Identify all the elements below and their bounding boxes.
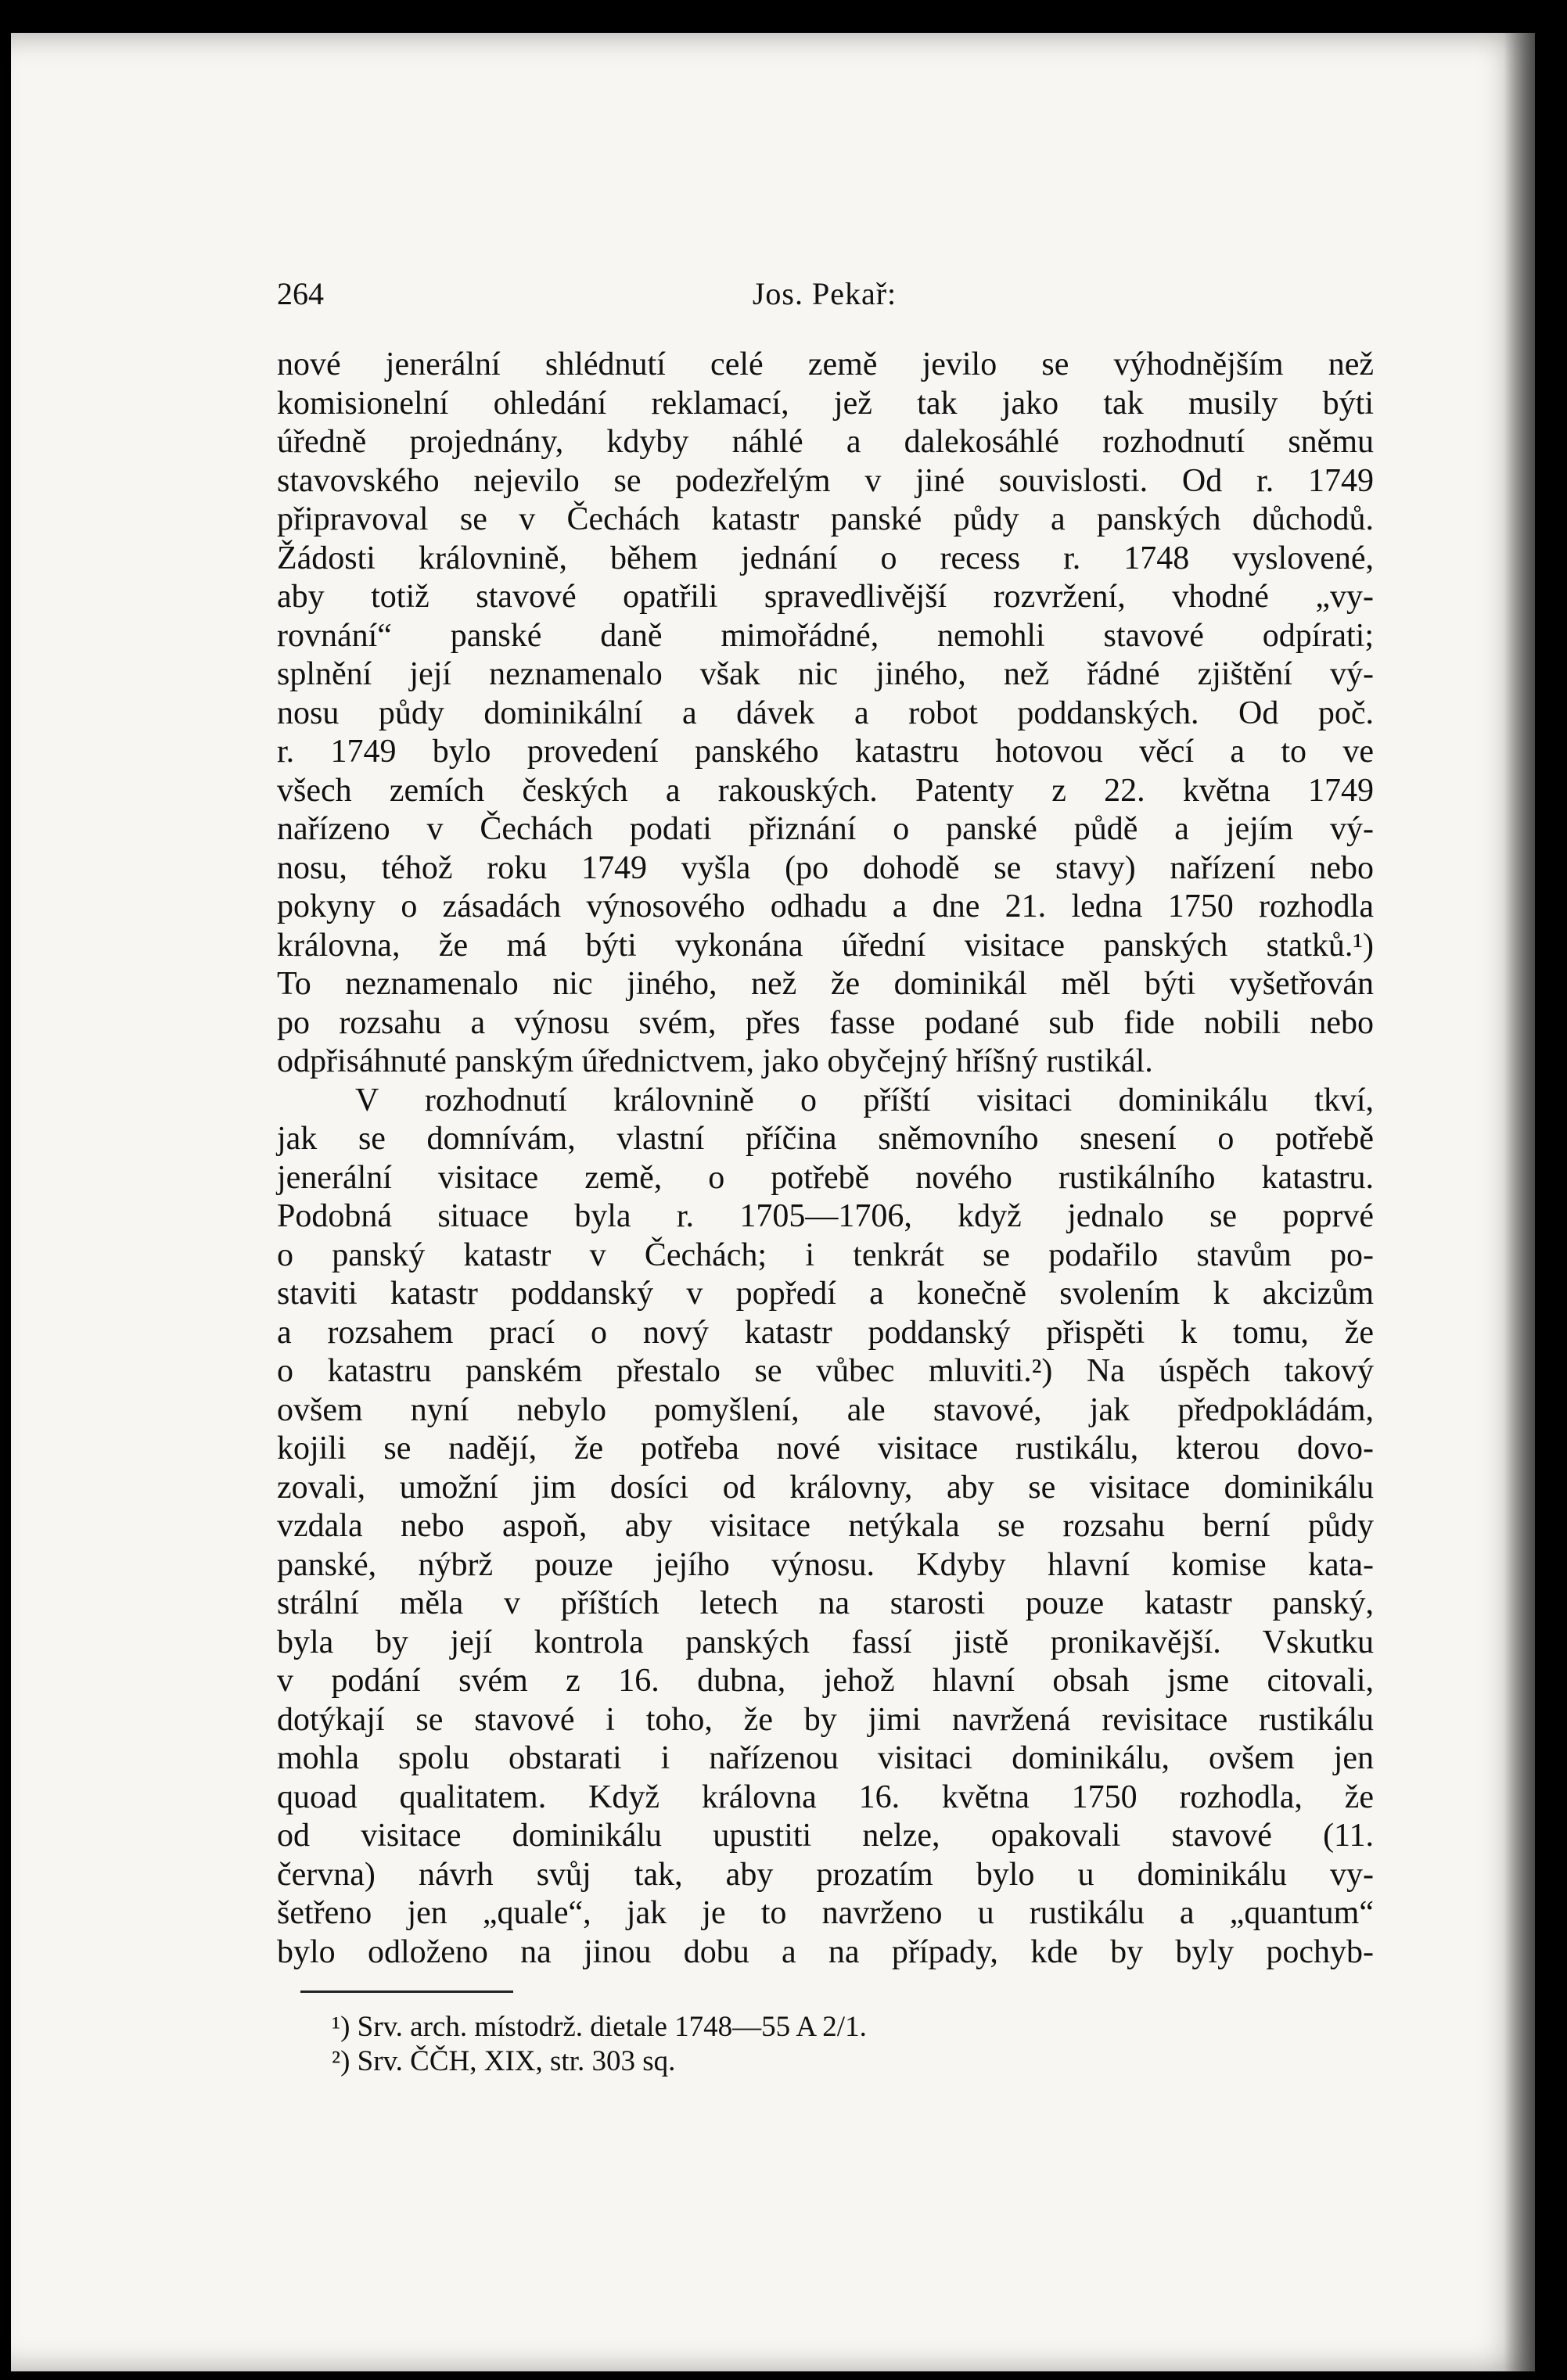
page-number: 264 [277, 276, 324, 311]
text-line: panské, nýbrž pouze jejího výnosu. Kdyby hlavní komise kata- [277, 1546, 1374, 1583]
text-line: jenerální visitace země, o potřebě nového rustikálního katastru. [277, 1159, 1374, 1196]
text-line: V rozhodnutí královnině o příští visitaci dominikálu tkví, [355, 1082, 1374, 1118]
text-line: nosu, téhož roku 1749 vyšla (po dohodě se stavy) nařízení nebo [277, 849, 1374, 886]
text-line: kojili se nadějí, že potřeba nové visitace rustikálu, kterou dovo- [277, 1431, 1374, 1466]
text-line: Podobná situace byla r. 1705—1706, když jednalo se poprvé [277, 1198, 1374, 1234]
text-line: po rozsahu a výnosu svém, přes fasse podané sub fide nobili nebo [277, 1004, 1374, 1041]
text-line: jak se domnívám, vlastní příčina sněmovního snesení o potřebě [277, 1121, 1374, 1157]
page-edge-shadow [1504, 33, 1535, 2371]
text-line: byla by její kontrola panských fassí jistě pronikavější. Vskutku [277, 1624, 1374, 1660]
text-line: úředně projednány, kdyby náhlé a dalekosáhlé rozhodnutí sněmu [277, 424, 1374, 460]
text-line: nosu půdy dominikální a dávek a robot poddanských. Od poč. [277, 695, 1374, 731]
text-line: staviti katastr poddanský v popředí a konečně svolením k akcizům [277, 1276, 1374, 1312]
footnote: ¹) Srv. arch. místodrž. dietale 1748—55 A 2/1. [332, 2011, 867, 2043]
text-line: Žádosti královnině, během jednání o recess r. 1748 vyslovené, [277, 540, 1374, 576]
footnote: ²) Srv. ČČH, XIX, str. 303 sq. [332, 2045, 676, 2077]
body-text [277, 346, 1374, 1972]
text-line: splnění její neznamenalo však nic jiného, než řádné zjištění vý- [277, 656, 1374, 692]
text-line: šetřeno jen „quale“, jak je to navrženo u rustikálu a „quantum“ [277, 1895, 1374, 1931]
text-line: od visitace dominikálu upustiti nelze, opakovali stavové (11. [277, 1818, 1374, 1854]
text-line: odpřisáhnuté panským úřednictvem, jako obyčejný hříšný rustikál. [277, 1043, 1153, 1079]
text-line: komisionelní ohledání reklamací, jež tak jako tak musily býti [277, 385, 1374, 422]
text-line: bylo odloženo na jinou dobu a na případy, kde by byly pochyb- [277, 1933, 1374, 1970]
text-line: připravoval se v Čechách katastr panské půdy a panských důchodů. [277, 501, 1374, 537]
text-line: o katastru panském přestalo se vůbec mluviti.²) Na úspěch takový [277, 1353, 1374, 1389]
text-line: r. 1749 bylo provedení panského katastru hotovou věcí a to ve [277, 734, 1374, 770]
text-line: vzdala nebo aspoň, aby visitace netýkala se rozsahu berní půdy [277, 1508, 1374, 1544]
text-line: strální měla v příštích letech na starosti pouze katastr panský, [277, 1585, 1374, 1621]
text-line: To neznamenalo nic jiného, než že dominikál měl býti vyšetřován [277, 966, 1374, 1002]
text-line: dotýkají se stavové i toho, že by jimi navržená revisitace rustikálu [277, 1701, 1374, 1738]
text-line: stavovského nejevilo se podezřelým v jiné souvislosti. Od r. 1749 [277, 462, 1374, 499]
running-head: Jos. Pekař: [752, 276, 897, 311]
text-line: zovali, umožní jim dosíci od královny, aby se visitace dominikálu [277, 1469, 1374, 1506]
text-line: mohla spolu obstarati i nařízenou visitaci dominikálu, ovšem jen [277, 1740, 1374, 1776]
text-line: ovšem nyní nebylo pomyšlení, ale stavové, jak předpokládám, [277, 1391, 1374, 1428]
footnotes [332, 2010, 1270, 2079]
text-line: královna, že má býti vykonána úřední visitace panských statků.¹) [277, 927, 1374, 964]
text-line: quoad qualitatem. Když královna 16. května 1750 rozhodla, že [277, 1779, 1374, 1815]
text-line: aby totiž stavové opatřili spravedlivější rozvržení, vhodné „vy- [277, 579, 1374, 615]
text-line: nové jenerální shlédnutí celé země jevilo se výhodnějším než [277, 346, 1374, 382]
text-line: června) návrh svůj tak, aby prozatím bylo u dominikálu vy- [277, 1856, 1374, 1893]
text-line: všech zemích českých a rakouských. Patenty z 22. května 1749 [277, 772, 1374, 809]
text-line: o panský katastr v Čechách; i tenkrát se podařilo stavům po- [277, 1237, 1374, 1273]
text-line: nařízeno v Čechách podati přiznání o panské půdě a jejím vý- [277, 811, 1374, 847]
text-line: pokyny o zásadách výnosového odhadu a dne 21. ledna 1750 rozhodla [277, 888, 1374, 924]
text-line: v podání svém z 16. dubna, jehož hlavní obsah jsme citovali, [277, 1663, 1374, 1699]
footnote-divider [300, 1991, 513, 1993]
book-page [11, 33, 1535, 2371]
text-line: a rozsahem prací o nový katastr poddanský přispěti k tomu, že [277, 1314, 1374, 1351]
text-line: rovnání“ panské daně mimořádné, nemohli stavové odpírati; [277, 617, 1374, 654]
